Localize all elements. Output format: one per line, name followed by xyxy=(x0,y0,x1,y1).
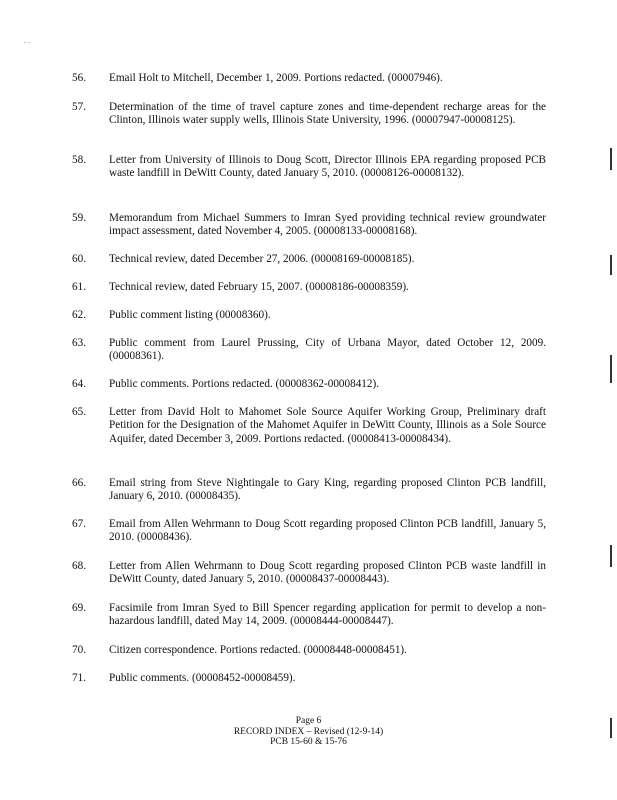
footer-case: PCB 15-60 & 15-76 xyxy=(270,737,347,747)
margin-mark xyxy=(610,255,612,275)
item-number: 66. xyxy=(72,477,86,489)
item-number: 62. xyxy=(72,309,86,321)
item-text: Public comment listing (00008360). xyxy=(109,309,271,321)
item-text: Letter from Allen Wehrmann to Doug Scott regarding proposed Clinton PCB waste landfill in DeWitt County, dated January 5, 2010. (00008437-00008443). xyxy=(109,560,546,586)
footer-title: RECORD INDEX – Revised (12-9-14) xyxy=(233,726,384,737)
item-number: 61. xyxy=(72,281,86,293)
item-number: 64. xyxy=(72,378,86,390)
item-text: Email Holt to Mitchell, December 1, 2009. Portions redacted. (00007946). xyxy=(109,72,443,84)
item-text: Technical review, dated February 15, 2007. (00008186-00008359). xyxy=(109,281,409,293)
item-text: Email string from Steve Nightingale to Gary King, regarding proposed Clinton PCB landfill, January 6, 2010. (00008435). xyxy=(109,477,546,503)
item-text: Letter from University of Illinois to Doug Scott, Director Illinois EPA regarding proposed PCB waste landfill in DeWitt County, dated January 5, 2010. (00008126-00008132). xyxy=(109,154,546,180)
margin-mark xyxy=(610,718,612,738)
page-footer xyxy=(0,716,617,748)
margin-mark xyxy=(610,545,612,567)
item-number: 69. xyxy=(72,602,86,614)
item-text: Email from Allen Wehrmann to Doug Scott regarding proposed Clinton PCB landfill, January 5, 2010. (00008436). xyxy=(109,518,546,544)
item-text: Memorandum from Michael Summers to Imran Syed providing technical review groundwater impact assessment, dated November 4, 2005. (00008133-00008168). xyxy=(109,212,546,238)
item-text: Facsimile from Imran Syed to Bill Spencer regarding application for permit to develop a non-hazardous landfill, dated May 14, 2009. (00008444-00008447). xyxy=(109,602,546,628)
item-number: 65. xyxy=(72,406,86,418)
item-number: 56. xyxy=(72,72,86,84)
item-number: 63. xyxy=(72,337,86,349)
item-number: 58. xyxy=(72,154,86,166)
item-number: 67. xyxy=(72,518,86,530)
item-text: Public comments. (00008452-00008459). xyxy=(109,672,296,684)
scan-mark: . . xyxy=(24,36,30,45)
item-number: 57. xyxy=(72,101,86,113)
item-number: 68. xyxy=(72,560,86,572)
item-text: Citizen correspondence. Portions redacted. (00008448-00008451). xyxy=(109,644,407,656)
item-number: 59. xyxy=(72,212,86,224)
item-text: Determination of the time of travel capture zones and time-dependent recharge areas for the Clinton, Illinois water supply wells, Illinois State University, 1996. (00007947-00008125). xyxy=(109,101,546,127)
margin-mark xyxy=(610,355,612,383)
item-text: Public comments. Portions redacted. (00008362-00008412). xyxy=(109,378,380,390)
page-number: Page 6 xyxy=(295,716,322,726)
item-text: Technical review, dated December 27, 2006. (00008169-00008185). xyxy=(109,253,415,265)
item-text: Public comment from Laurel Prussing, City of Urbana Mayor, dated October 12, 2009. (00008361). xyxy=(109,337,546,363)
item-text: Letter from David Holt to Mahomet Sole Source Aquifer Working Group, Preliminary draft Petition for the Designation of the Mahomet Aquifer in DeWitt County, Illinois as a Sole Source Aquifer, dated December 3, 2009. Portions redacted. (00008413-00008434). xyxy=(109,406,546,445)
item-number: 60. xyxy=(72,253,86,265)
item-number: 70. xyxy=(72,644,86,656)
item-number: 71. xyxy=(72,672,86,684)
margin-mark xyxy=(610,148,612,170)
